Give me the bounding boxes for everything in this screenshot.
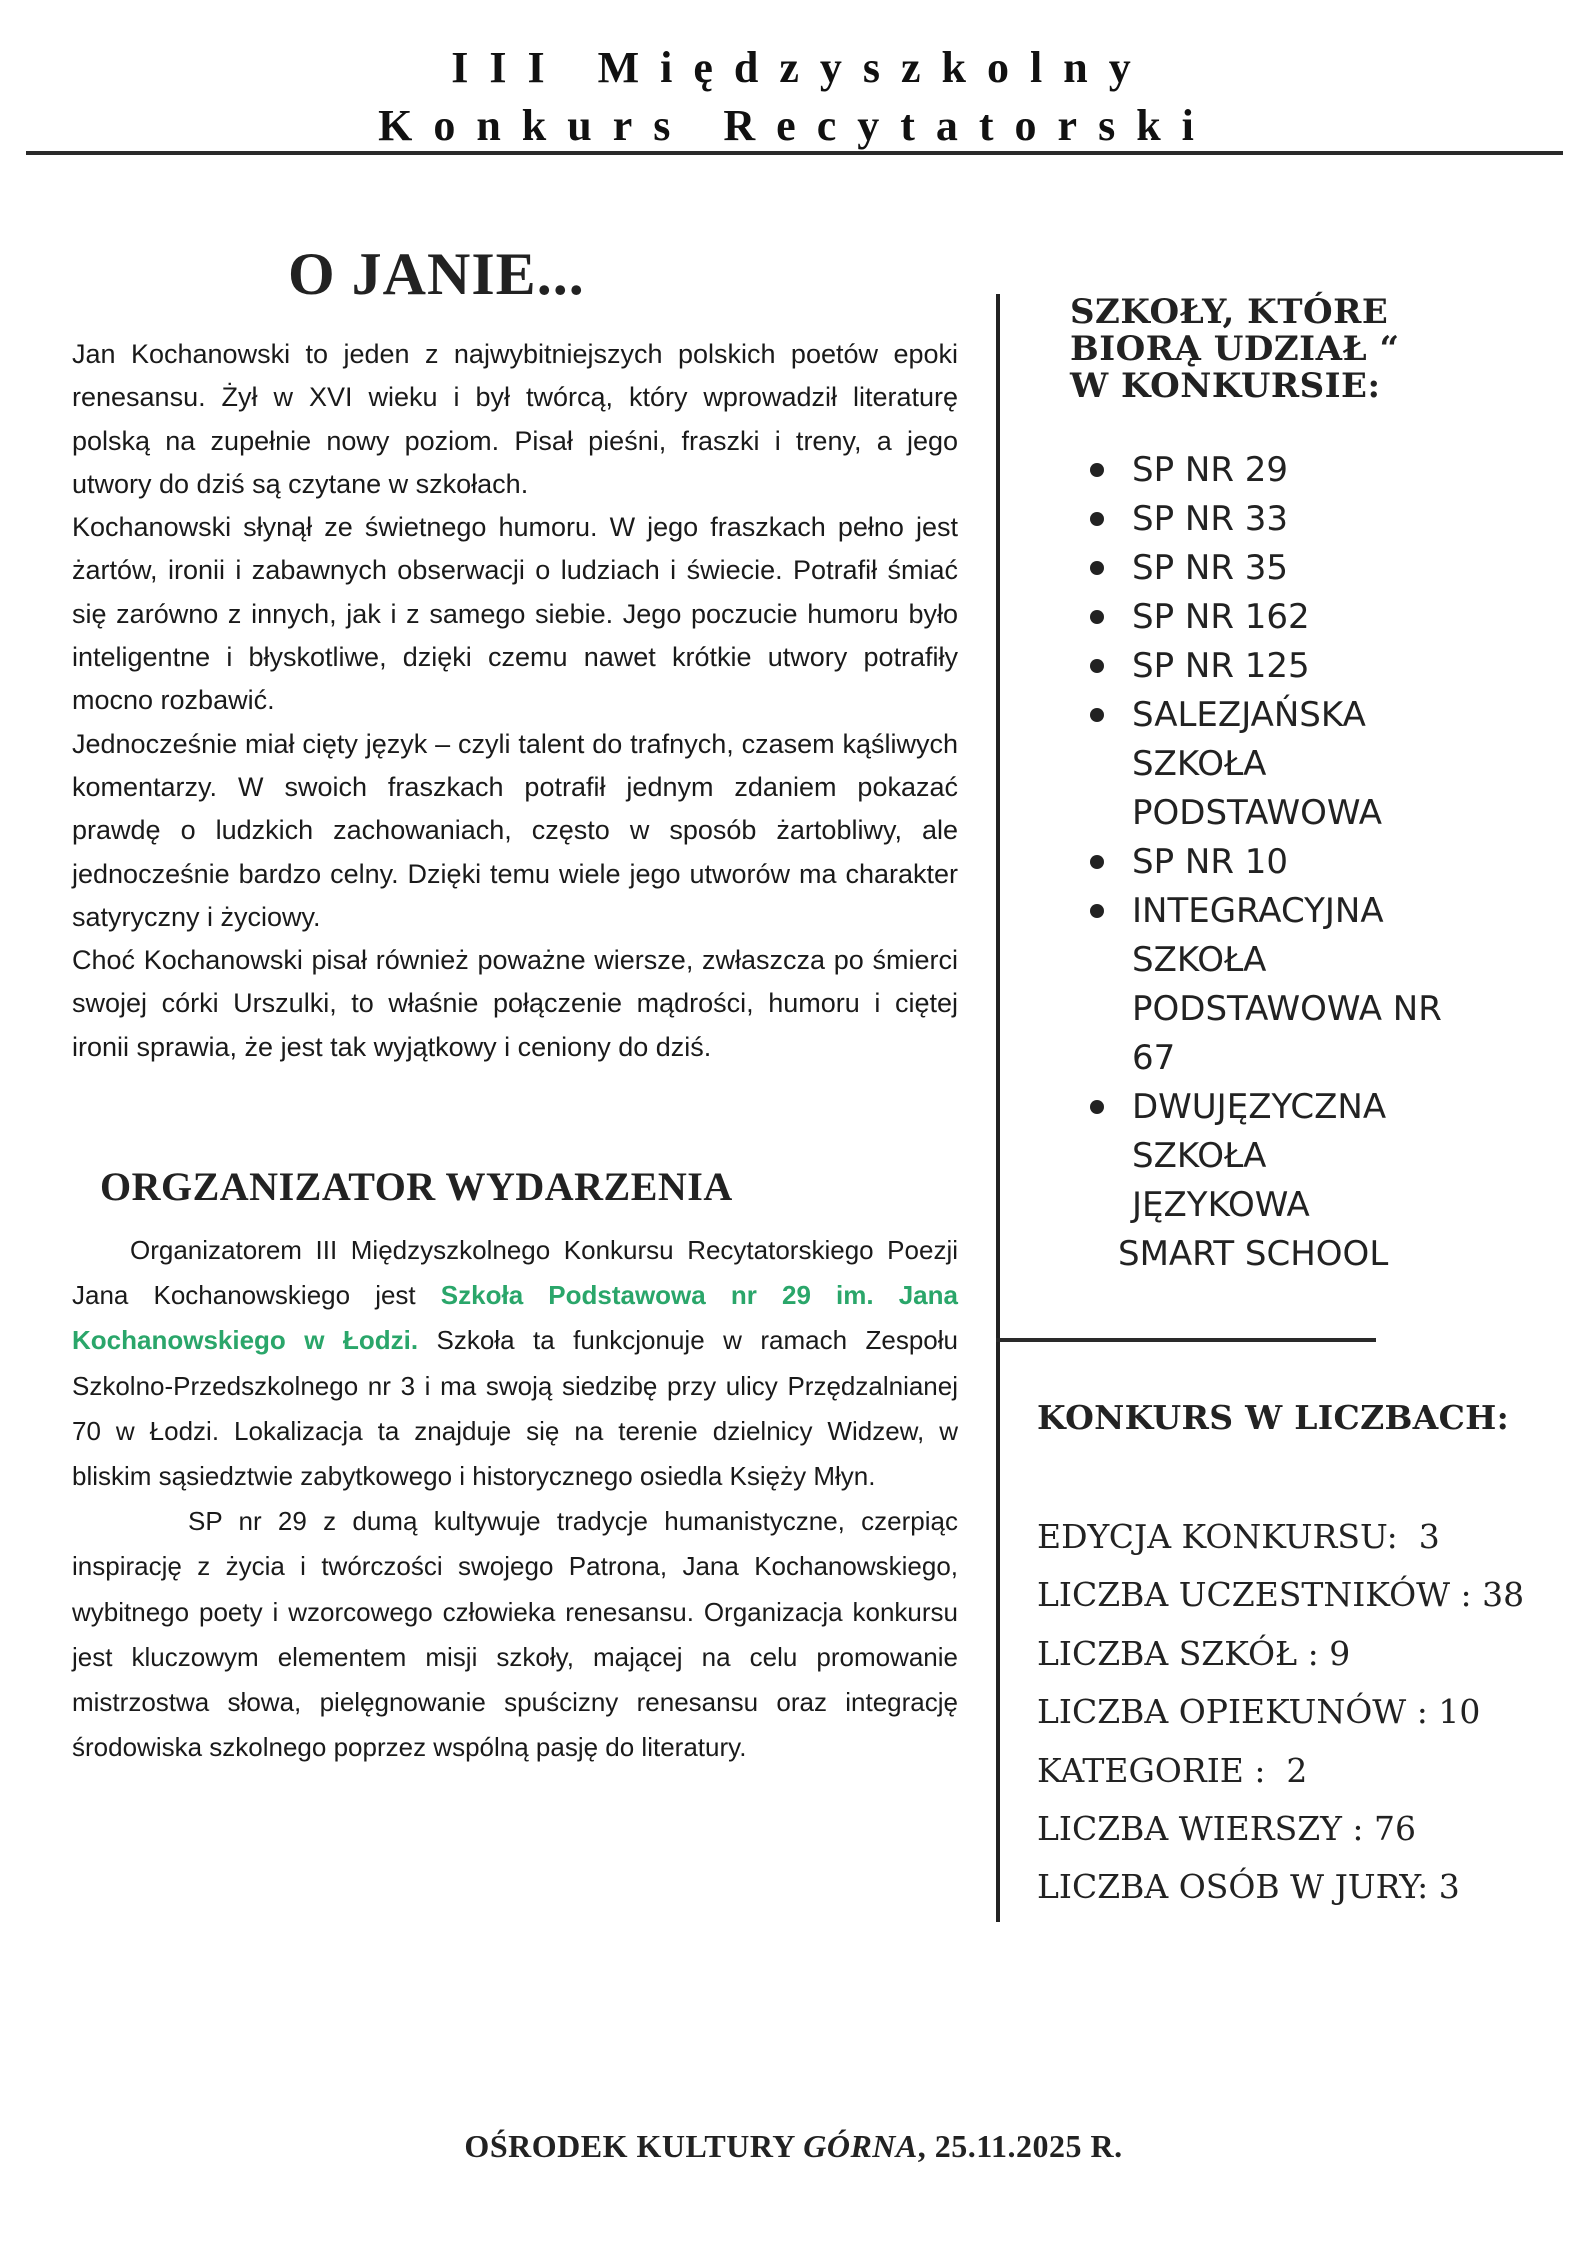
school-item xyxy=(1090,495,1492,544)
footer-date: , 25.11.2025 R. xyxy=(917,2128,1123,2164)
organizer-text-lead: Organizatorem III Międzyszkolnego Konkursu Recytatorskiego Poezji Jana Kochanowskiego jest xyxy=(72,1235,958,1311)
stats-title: KONKURS W LICZBACH: xyxy=(1037,1398,1510,1437)
school-item xyxy=(1090,642,1492,691)
organizer-paragraph: SP nr 29 z dumą kultywuje tradycje humanistyczne, czerpiąc inspirację z życia i twórczości swojego Patrona, Jana Kochanowskiego, wybitnego poety i wzorcowego człowieka renesansu. Organizacja konkursu jest kluczowym elementem misji szkoły, mającej na celu promowanie mistrzostwa słowa, pielęgnowanie spuścizny renesansu oraz integrację środowiska szkolnego poprzez wspólną pasję do literatury. xyxy=(72,1506,958,1763)
organizer-paragraph xyxy=(72,1228,958,1499)
stats-list xyxy=(1037,1508,1524,1917)
bullet-icon xyxy=(1090,512,1104,526)
school-name: SP NR 29 xyxy=(1132,450,1289,490)
column-divider xyxy=(996,294,1000,1922)
about-paragraph: Jednocześnie miał cięty język – czyli talent do trafnych, czasem kąśliwych komentarzy. W swoich fraszkach potrafił jednym zdaniem pokazać prawdę o ludzkich zachowaniach, często w sposób żartobliwy, ale jednocześnie bardzo celny. Dzięki temu wiele jego utworów ma charakter satyryczny i życiowy. xyxy=(72,728,958,932)
bullet-icon xyxy=(1090,659,1104,673)
school-name: SP NR 10 xyxy=(1132,842,1289,882)
school-item xyxy=(1090,1083,1392,1230)
stat-item: LICZBA UCZESTNIKÓW : 38 xyxy=(1037,1575,1525,1615)
bullet-icon xyxy=(1090,855,1104,869)
document-title-line-1: III Międzyszkolny xyxy=(451,43,1152,92)
organizer-text xyxy=(72,1228,958,1770)
stat-item: LICZBA OSÓB W JURY: 3 xyxy=(1037,1867,1460,1907)
about-text xyxy=(72,333,958,1069)
about-paragraph: Choć Kochanowski pisał również poważne wiersze, zwłaszcza po śmierci swojej córki Urszulki, to właśnie połączenie mądrości, humoru i ciętej ironii sprawia, że jest tak wyjątkowy i ceniony do dziś. xyxy=(72,945,958,1062)
school-name: SP NR 125 xyxy=(1132,646,1310,686)
stat-item: LICZBA OPIEKUNÓW : 10 xyxy=(1037,1692,1481,1732)
footer-venue: OŚRODEK KULTURY xyxy=(464,2128,804,2164)
about-paragraph: Kochanowski słynął ze świetnego humoru. W jego fraszkach pełno jest żartów, ironii i zabawnych obserwacji o ludziach i świecie. Potrafił śmiać się zarówno z innych, jak i z samego siebie. Jego poczucie humoru było inteligentne i błyskotliwe, dzięki czemu nawet krótkie utwory potrafiły mocno rozbawić. xyxy=(72,512,958,716)
stat-item: LICZBA WIERSZY : 76 xyxy=(1037,1809,1417,1849)
school-item xyxy=(1090,887,1462,1083)
school-name: SP NR 33 xyxy=(1132,499,1289,539)
bullet-icon xyxy=(1090,610,1104,624)
organizer-school-name: Szkoła Podstawowa nr 29 im. Jana Kochanowskiego w Łodzi. xyxy=(72,1280,958,1356)
schools-list xyxy=(1090,446,1492,1279)
sidebar-divider xyxy=(996,1338,1376,1342)
school-item xyxy=(1090,691,1382,838)
school-name: SP NR 35 xyxy=(1132,548,1289,588)
bullet-icon xyxy=(1090,1100,1104,1114)
school-name: DWUJĘZYCZNA SZKOŁA JĘZYKOWA xyxy=(1132,1087,1387,1225)
schools-title-line: BIORĄ UDZIAŁ “ xyxy=(1070,329,1400,369)
footer-venue-date xyxy=(0,2128,1587,2165)
school-name: INTEGRACYJNA SZKOŁA PODSTAWOWA NR 67 xyxy=(1132,891,1442,1078)
school-name: SALEZJAŃSKA SZKOŁA PODSTAWOWA xyxy=(1132,695,1382,833)
about-paragraph: Jan Kochanowski to jeden z najwybitniejszych polskich poetów epoki renesansu. Żył w XVI wieku i był twórcą, który wprowadził literaturę polską na zupełnie nowy poziom. Pisał pieśni, fraszki i treny, a jego utwory do dziś są czytane w szkołach. xyxy=(72,339,958,499)
organizer-title: ORGZANIZATOR WYDARZENIA xyxy=(100,1164,733,1209)
stat-item: EDYCJA KONKURSU: 3 xyxy=(1037,1517,1440,1556)
organizer-text-rest: Szkoła ta funkcjonuje w ramach Zespołu Szkolno-Przedszkolnego nr 3 i ma swoją siedzibę przy ulicy Przędzalnianej 70 w Łodzi. Lokalizacja ta znajduje się na terenie dzielnicy Widzew, w bliskim sąsiedztwie zabytkowego i historycznego osiedla Księży Młyn. xyxy=(72,1325,958,1492)
school-item xyxy=(1090,544,1492,593)
bullet-icon xyxy=(1090,708,1104,722)
bullet-icon xyxy=(1090,463,1104,477)
schools-title-line: W KONKURSIE: xyxy=(1070,366,1381,406)
stat-item: KATEGORIE : 2 xyxy=(1037,1750,1308,1790)
school-item-continuation xyxy=(1090,1230,1478,1279)
school-name: SMART SCHOOL xyxy=(1118,1234,1389,1274)
bullet-icon xyxy=(1090,561,1104,575)
bullet-icon xyxy=(1090,904,1104,918)
schools-title-line: SZKOŁY, KTÓRE xyxy=(1070,292,1389,332)
footer-venue-name: GÓRNA xyxy=(803,2128,918,2164)
header-divider xyxy=(26,151,1563,155)
school-item xyxy=(1090,593,1492,642)
schools-title xyxy=(1070,294,1400,405)
about-title: O JANIE... xyxy=(288,241,585,307)
document-title-line-2: Konkurs Recytatorski xyxy=(378,101,1215,150)
stat-item: LICZBA SZKÓŁ : 9 xyxy=(1037,1633,1351,1673)
school-name: SP NR 162 xyxy=(1132,597,1310,637)
school-item xyxy=(1090,838,1492,887)
school-item xyxy=(1090,446,1492,495)
